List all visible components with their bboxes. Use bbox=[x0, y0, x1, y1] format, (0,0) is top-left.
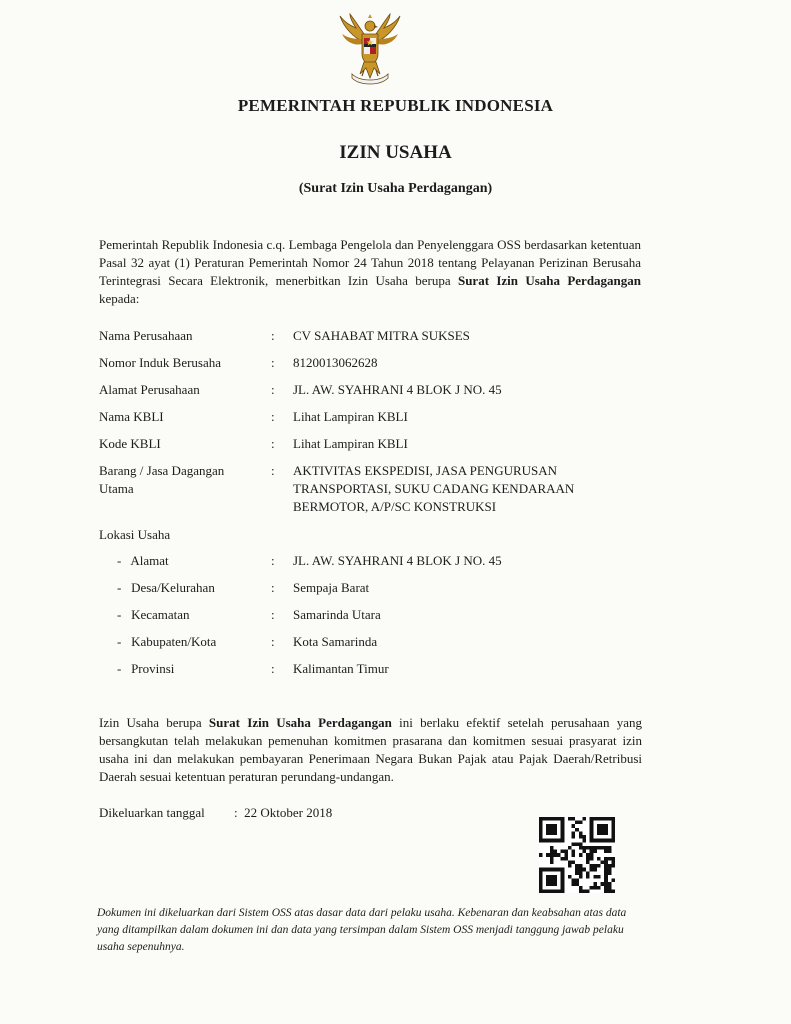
field-label: Nama Perusahaan bbox=[99, 328, 193, 343]
field-value: JL. AW. SYAHRANI 4 BLOK J NO. 45 bbox=[293, 382, 502, 397]
issued-date-label: Dikeluarkan tanggal bbox=[99, 805, 205, 820]
field-colon: : bbox=[271, 634, 275, 649]
field-colon: : bbox=[271, 463, 275, 478]
field-label: - Kabupaten/Kota bbox=[117, 634, 217, 649]
field-value: Lihat Lampiran KBLI bbox=[293, 409, 408, 424]
field-value: Lihat Lampiran KBLI bbox=[293, 436, 408, 451]
field-value: CV SAHABAT MITRA SUKSES bbox=[293, 328, 470, 343]
field-label: Alamat Perusahaan bbox=[99, 382, 200, 397]
field-colon: : bbox=[271, 661, 275, 676]
field-colon: : bbox=[271, 580, 275, 595]
field-value: JL. AW. SYAHRANI 4 BLOK J NO. 45 bbox=[293, 553, 502, 568]
field-colon: : bbox=[271, 553, 275, 568]
location-heading: Lokasi Usaha bbox=[99, 527, 171, 542]
government-title: PEMERINTAH REPUBLIK INDONESIA bbox=[237, 96, 554, 115]
field-value: AKTIVITAS EKSPEDISI, JASA PENGURUSAN TRANSPORTASI, SUKU CADANG KENDARAAN BERMOTOR, A/P/SC KONSTRUKSI bbox=[293, 463, 575, 514]
intro-paragraph: Pemerintah Republik Indonesia c.q. Lembaga Pengelola dan Penyelenggara OSS berdasarkan ketentuan Pasal 32 ayat (1) Peraturan Pemerintah Nomor 24 Tahun 2018 tentang Pelayanan Perizinan Berusaha Terintegrasi Secara Elektronik, menerbitkan Izin Usaha berupa Surat Izin Usaha Perdagangan kepada: bbox=[99, 237, 642, 306]
field-colon: : bbox=[271, 607, 275, 622]
field-label: - Alamat bbox=[117, 553, 169, 568]
garuda-emblem-icon bbox=[334, 12, 406, 86]
field-colon: : bbox=[271, 328, 275, 343]
field-value: Sempaja Barat bbox=[293, 580, 370, 595]
field-colon: : bbox=[271, 436, 275, 451]
issued-date-value: : 22 Oktober 2018 bbox=[234, 805, 333, 820]
field-label: - Provinsi bbox=[117, 661, 175, 676]
field-colon: : bbox=[271, 382, 275, 397]
qr-code-icon bbox=[539, 817, 615, 893]
field-label: Kode KBLI bbox=[99, 436, 161, 451]
field-value: 8120013062628 bbox=[293, 355, 378, 370]
field-value: Kalimantan Timur bbox=[293, 661, 389, 676]
field-value: Samarinda Utara bbox=[293, 607, 381, 622]
footer-disclaimer: Dokumen ini dikeluarkan dari Sistem OSS atas dasar data dari pelaku usaha. Kebenaran dan keabsahan atas data yang ditampilkan dalam dokumen ini dan data yang tersimpan dalam Sistem OSS menjadi tanggung jawab pelaku usaha sepenuhnya. bbox=[97, 907, 627, 953]
field-label: - Desa/Kelurahan bbox=[117, 580, 215, 595]
field-label: Barang / Jasa Dagangan Utama bbox=[99, 463, 225, 496]
field-label: Nomor Induk Berusaha bbox=[99, 355, 222, 370]
field-label: - Kecamatan bbox=[117, 607, 190, 622]
field-colon: : bbox=[271, 355, 275, 370]
closing-paragraph: Izin Usaha berupa Surat Izin Usaha Perdagangan ini berlaku efektif setelah perusahaan yang bersangkutan telah melakukan pemenuhan komitmen prasarana dan komitmen sesuai prasyarat izin usaha ini dan melakukan pembayaran Penerimaan Negara Bukan Pajak atau Pajak Daerah/Retribusi Daerah sesuai ketentuan peraturan perundang-undangan. bbox=[99, 715, 642, 784]
field-value: Kota Samarinda bbox=[293, 634, 378, 649]
document-title: IZIN USAHA bbox=[339, 142, 452, 163]
field-colon: : bbox=[271, 409, 275, 424]
document-subtitle: (Surat Izin Usaha Perdagangan) bbox=[298, 181, 493, 196]
field-label: Nama KBLI bbox=[99, 409, 164, 424]
